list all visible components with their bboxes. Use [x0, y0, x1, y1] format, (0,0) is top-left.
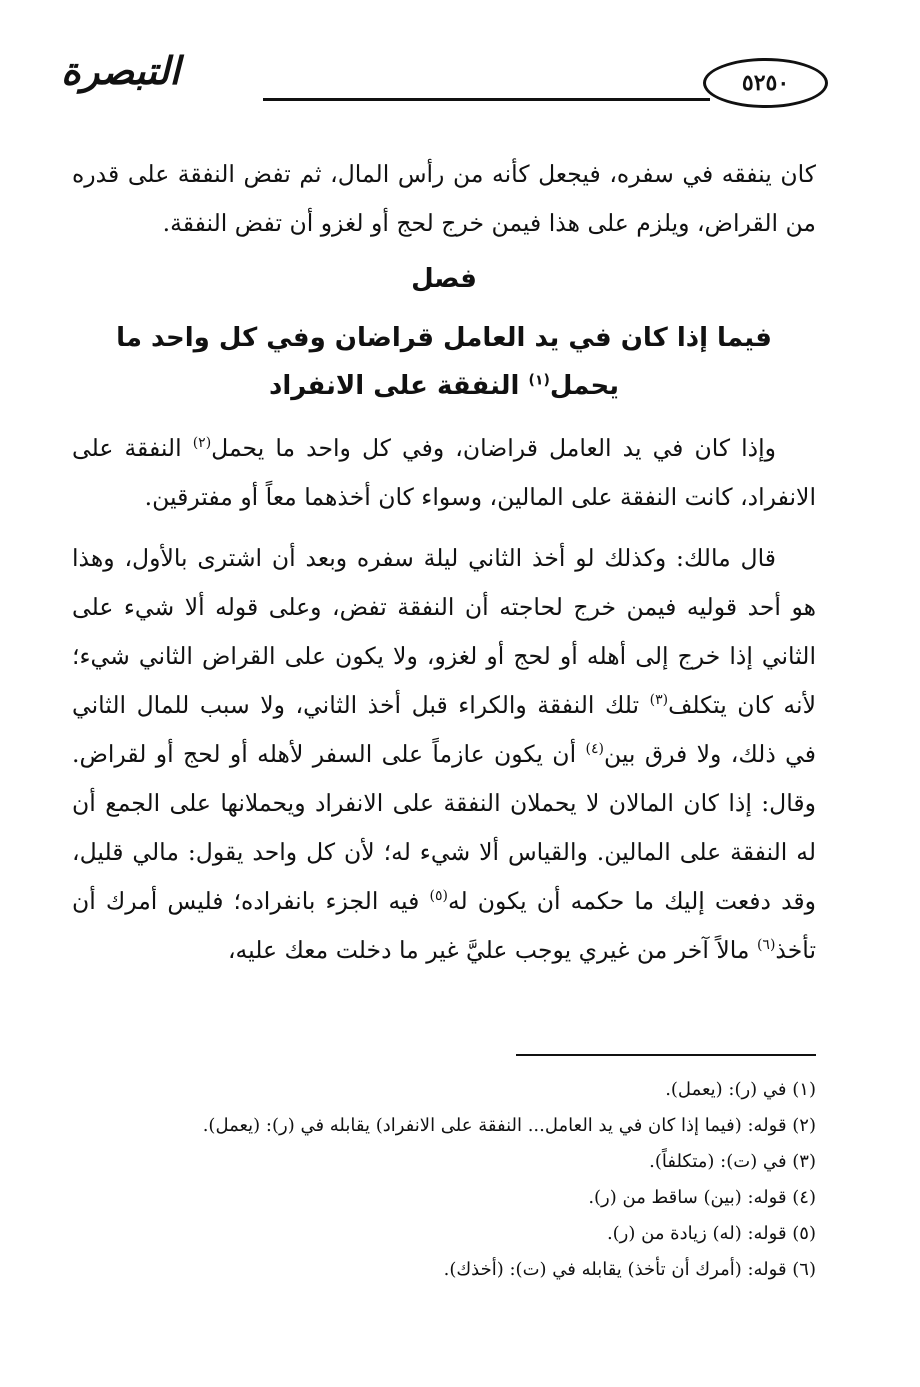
- heading-text: فيما إذا كان في يد العامل قراضان وفي كل واحد ما يحمل: [116, 323, 772, 401]
- paragraph-text: قال مالك: وكذلك لو أخذ الثاني ليلة سفره وبعد أن اشترى بالأول، وهذا هو أحد قوليه فيمن خرج لحاجته أن النفقة تفض، وعلى قوله ألا شيء على الثاني إذا خرج إلى أهله أو لحج أو لغزو، ولا يكون على القراض الثاني شيء؛ لأنه كان يتكلف: [72, 544, 816, 719]
- heading-text: النفقة على الانفراد: [268, 371, 520, 401]
- paragraph-text: وإذا كان في يد العامل قراضان، وفي كل واحد ما يحمل: [211, 434, 776, 462]
- main-text: [72, 150, 816, 975]
- footnote: (١) في (ر): (يعمل).: [665, 1079, 816, 1100]
- paragraph-text: تلك النفقة والكراء قبل أخذ الثاني، ولا سبب للمال الثاني في ذلك، ولا فرق بين: [72, 691, 816, 768]
- text-line: كان ينفقه في سفره، فيجعل كأنه من رأس المال، ثم تفض النفقة على قدره من: [72, 160, 816, 237]
- footnote-ref: (٣): [649, 692, 669, 709]
- paragraph-continuation: [72, 150, 816, 248]
- footnote-ref: (٢): [192, 435, 212, 452]
- footnote: (٣) في (ت): (متكلفاً).: [649, 1151, 816, 1172]
- page-number: ٥٢٥٠: [703, 58, 828, 108]
- footnotes: [116, 1072, 816, 1288]
- section-heading: [72, 314, 816, 410]
- paragraph: [72, 424, 816, 522]
- text-line: القراض، ويلزم على هذا فيمن خرج لحج أو لغزو أن تفض النفقة.: [162, 209, 779, 237]
- footnote: (٤) قوله: (بين) ساقط من (ر).: [588, 1187, 816, 1208]
- footnote-separator: [516, 1054, 816, 1056]
- book-title-logo: التبصرة: [61, 48, 180, 93]
- footnote: (٦) قوله: (أمرك أن تأخذ) يقابله في (ت): (أخذك).: [443, 1259, 816, 1280]
- page-header: [58, 40, 828, 110]
- footnote: (٢) قوله: (فيما إذا كان في يد العامل... النفقة على الانفراد) يقابله في (ر): (يعمل).: [202, 1115, 816, 1136]
- paragraph-text: فيه الجزء بانفراده؛ فليس أمرك أن تأخذ: [72, 887, 816, 964]
- footnote-ref: (١): [528, 372, 550, 389]
- paragraph-text: النفقة على الانفراد، كانت النفقة على المالين، وسواء كان أخذهما معاً أو مفترقين.: [72, 434, 816, 511]
- footnote-ref: (٥): [429, 888, 448, 905]
- paragraph: [72, 534, 816, 975]
- footnote-ref: (٦): [756, 937, 776, 954]
- footnote: (٥) قوله: (له) زيادة من (ر).: [606, 1223, 816, 1244]
- section-label: فصل: [411, 264, 477, 294]
- header-rule: [263, 98, 710, 101]
- paragraph-text: أن يكون عازماً على السفر لأهله أو لحج أو لقراض. وقال: إذا كان المالان لا يحملان النفقة على الانفراد ويحملانها على الجمع أن له النفقة على المالين. والقياس ألا شيء له؛ لأن كل واحد يقول: مالي قليل، وقد دفعت إليك ما حكمه أن يكون له: [72, 740, 816, 915]
- footnote-ref: (٤): [585, 741, 604, 758]
- paragraph-text: مالاً آخر من غيري يوجب عليَّ غير ما دخلت معك عليه،: [227, 936, 750, 964]
